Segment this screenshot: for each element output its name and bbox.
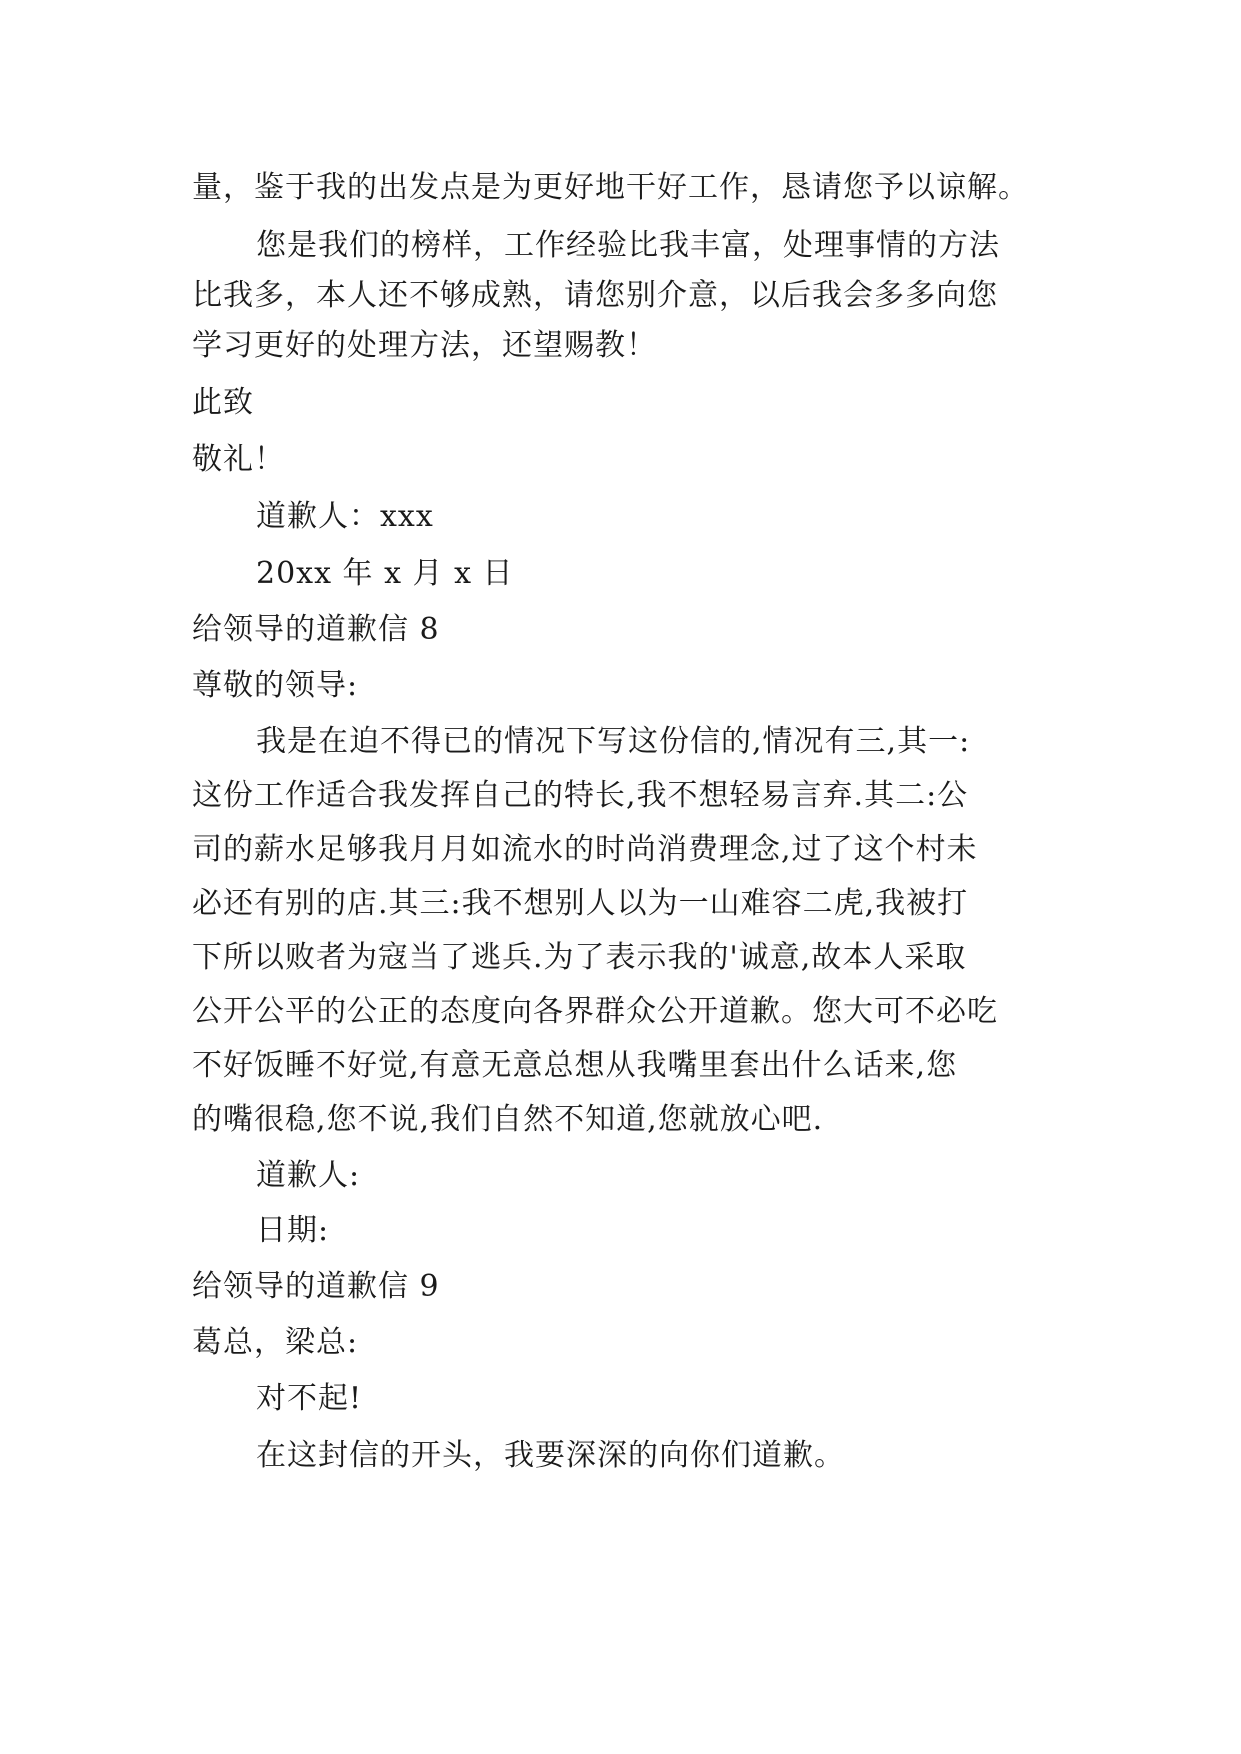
letter-salutation: 尊敬的领导: xyxy=(192,668,359,703)
paragraph-line: 在这封信的开头，我要深深的向你们道歉。 xyxy=(256,1438,845,1473)
paragraph-line: 这份工作适合我发挥自己的特长,我不想轻易言弃.其二:公 xyxy=(192,778,969,813)
date-line: 20xx 年 x 月 x 日 xyxy=(256,556,514,591)
signature-line: 道歉人: xyxy=(256,1158,361,1193)
paragraph-line: 学习更好的处理方法，还望赐教！ xyxy=(192,328,657,363)
paragraph-line: 司的薪水足够我月月如流水的时尚消费理念,过了这个村未 xyxy=(192,832,978,867)
closing-salutation: 此致 xyxy=(192,385,254,420)
paragraph-line: 对不起! xyxy=(256,1381,363,1416)
date-line: 日期: xyxy=(256,1213,330,1248)
paragraph-line: 必还有别的店.其三:我不想别人以为一山难容二虎,我被打 xyxy=(192,886,969,921)
closing-regards: 敬礼！ xyxy=(192,442,285,477)
section-heading: 给领导的道歉信 8 xyxy=(192,612,440,647)
paragraph-line: 的嘴很稳,您不说,我们自然不知道,您就放心吧. xyxy=(192,1102,824,1137)
paragraph-line: 不好饭睡不好觉,有意无意总想从我嘴里套出什么话来,您 xyxy=(192,1048,958,1083)
paragraph-line: 我是在迫不得已的情况下写这份信的,情况有三,其一: xyxy=(256,724,971,759)
paragraph-line: 比我多，本人还不够成熟，请您别介意，以后我会多多向您 xyxy=(192,278,998,313)
letter-salutation: 葛总，梁总: xyxy=(192,1325,359,1360)
paragraph-line: 公开公平的公正的态度向各界群众公开道歉。您大可不必吃 xyxy=(192,994,998,1029)
paragraph-line: 下所以败者为寇当了逃兵.为了表示我的'诚意,故本人采取 xyxy=(192,940,967,975)
signature-line: 道歉人：xxx xyxy=(256,499,434,534)
section-heading: 给领导的道歉信 9 xyxy=(192,1269,440,1304)
paragraph-line: 您是我们的榜样，工作经验比我丰富，处理事情的方法 xyxy=(256,228,1000,263)
paragraph-line: 量，鉴于我的出发点是为更好地干好工作，恳请您予以谅解。 xyxy=(192,170,1029,205)
